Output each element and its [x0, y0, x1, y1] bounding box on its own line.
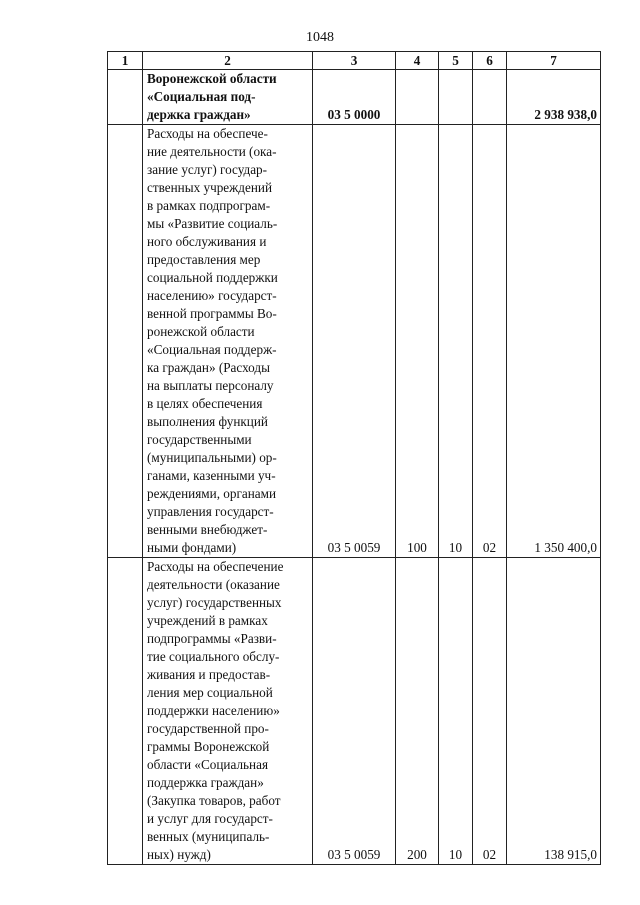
table-row	[108, 125, 601, 558]
page-number: 1048	[306, 30, 334, 45]
subsection-code: 02	[473, 558, 507, 865]
header-col-4: 4	[396, 52, 439, 70]
expense-type	[396, 70, 439, 125]
expense-type: 100	[396, 125, 439, 558]
amount: 138 915,0	[507, 558, 601, 865]
section-code: 10	[439, 125, 473, 558]
section-code	[439, 70, 473, 125]
target-code: 03 5 0000	[313, 70, 396, 125]
header-col-6: 6	[473, 52, 507, 70]
header-col-3: 3	[313, 52, 396, 70]
subsection-code	[473, 70, 507, 125]
section-code: 10	[439, 558, 473, 865]
table-row	[108, 558, 601, 865]
subsection-code: 02	[473, 125, 507, 558]
expense-type: 200	[396, 558, 439, 865]
row-index-cell	[108, 125, 143, 558]
header-row	[108, 52, 601, 70]
header-col-2: 2	[143, 52, 313, 70]
row-index-cell	[108, 558, 143, 865]
header-col-7: 7	[507, 52, 601, 70]
expense-name: Расходы на обеспечение деятельности (оказание услуг) государственных учреждений в рамках подпрограммы «Разви- тие социального обслу- живания и предостав- ления мер социальной поддержки населению» государственной про- граммы Воронежской области «Социальная поддержка граждан» (Закупка товаров, работ и услуг для государст- венных (муниципаль- ных) нужд)	[143, 558, 313, 865]
row-index-cell	[108, 70, 143, 125]
budget-table	[107, 51, 601, 865]
header-col-5: 5	[439, 52, 473, 70]
expense-name: Воронежской области «Социальная под- держка граждан»	[143, 70, 313, 125]
target-code: 03 5 0059	[313, 125, 396, 558]
expense-name: Расходы на обеспече- ние деятельности (ока- зание услуг) государ- ственных учреждений в рамках подпрограм- мы «Развитие социаль- ного обслуживания и предоставления мер социальной поддержки населению» государст- венной программы Во- ронежской области «Социальная поддерж- ка граждан» (Расходы на выплаты персоналу в целях обеспечения выполнения функций государственными (муниципальными) ор- ганами, казенными уч- реждениями, органами управления государст- венными внебюджет- ными фондами)	[143, 125, 313, 558]
table-row	[108, 70, 601, 125]
target-code: 03 5 0059	[313, 558, 396, 865]
amount: 2 938 938,0	[507, 70, 601, 125]
amount: 1 350 400,0	[507, 125, 601, 558]
header-col-1: 1	[108, 52, 143, 70]
